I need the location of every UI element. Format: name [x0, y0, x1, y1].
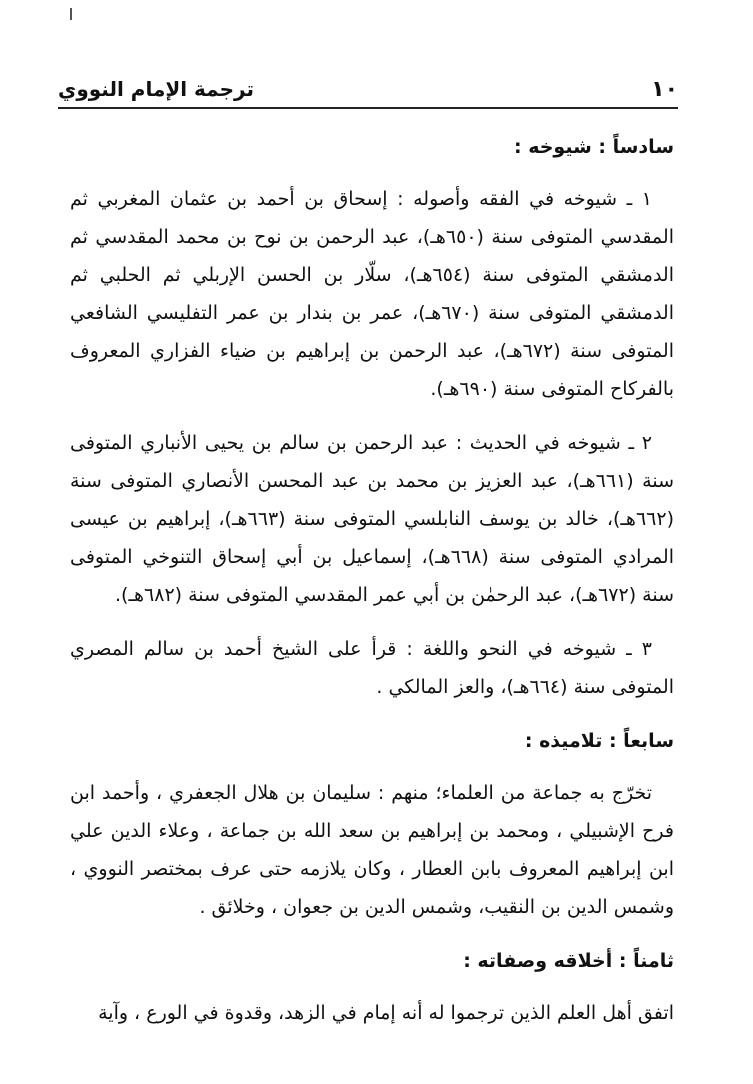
- header-rule: [58, 107, 678, 109]
- section-heading-teachers: سادساً : شيوخه :: [514, 136, 674, 158]
- paragraph-hadith-teachers: ٢ ـ شيوخه في الحديث : عبد الرحمن بن سالم بن يحيى الأنباري المتوفى سنة (٦٦١هـ)، عبد العزيز بن محمد بن عبد المحسن الأنصاري المتوفى سنة (٦٦٢هـ)، خالد بن يوسف النابلسي المتوفى سنة (٦٦٣هـ)، إبراهيم بن عيسى المرادي المتوفى سنة (٦٦٨هـ)، إسماعيل بن أبي إسحاق التنوخي المتوفى سنة (٦٧٢هـ)، عبد الرحمٰن بن أبي عمر المقدسي المتوفى سنة (٦٨٢هـ).: [70, 432, 675, 606]
- section-heading-character: ثامناً : أخلاقه وصفاته :: [463, 950, 674, 972]
- page-body: [70, 128, 674, 1032]
- section-heading-students: سابعاً : تلاميذه :: [524, 730, 674, 752]
- page-header: [58, 74, 678, 104]
- paragraph-students: تخرّج به جماعة من العلماء؛ منهم : سليمان بن هلال الجعفري ، وأحمد ابن فرح الإشبيلي ، ومحمد بن إبراهيم بن سعد الله بن جماعة ، وعلاء الدين علي ابن إبراهيم المعروف بابن العطار ، وكان يلازمه حتى عرف بمختصر النووي ، وشمس الدين بن النقيب، وشمس الدين بن جعوان ، وخلائق .: [70, 782, 674, 918]
- paragraph-fiqh-teachers: ١ ـ شيوخه في الفقه وأصوله : إسحاق بن أحمد بن عثمان المغربي ثم المقدسي المتوفى سنة (٦٥٠هـ)، عبد الرحمن بن نوح بن محمد المقدسي ثم الدمشقي المتوفى سنة (٦٥٤هـ)، سلّار بن الحسن الإربلي ثم الحلبي ثم الدمشقي المتوفى سنة (٦٧٠هـ)، عمر بن بندار بن عمر التفليسي الشافعي المتوفى سنة (٦٧٢هـ)، عبد الرحمن بن إبراهيم بن ضياء الفزاري المعروف بالفركاح المتوفى سنة (٦٩٠هـ).: [70, 188, 674, 400]
- paragraph-grammar-teachers: ٣ ـ شيوخه في النحو واللغة : قرأ على الشيخ أحمد بن سالم المصري المتوفى سنة (٦٦٤هـ)، والعز المالكي .: [70, 638, 674, 698]
- scan-mark: [70, 8, 72, 20]
- running-title: ترجمة الإمام النووي: [58, 77, 254, 101]
- paragraph-character: اتفق أهل العلم الذين ترجموا له أنه إمام في الزهد، وقدوة في الورع ، وآية: [98, 1002, 674, 1024]
- page-number: ١٠: [651, 76, 678, 102]
